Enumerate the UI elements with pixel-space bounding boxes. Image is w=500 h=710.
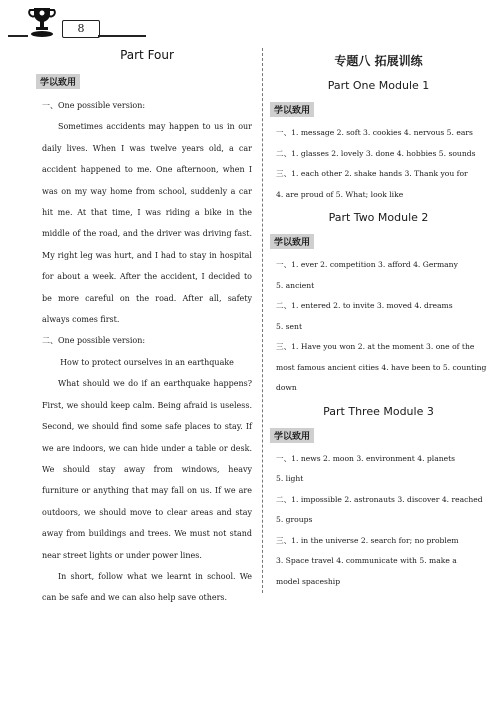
left-column xyxy=(42,48,252,609)
right-column xyxy=(274,48,487,592)
essay-paragraph-1: What should we do if an earthquake happens? First, we should keep calm. Being afraid is useless. Second, we should find some safe places to stay. If we are indoors, we can hide under a table or desk. We should stay away from windows, heavy furniture or anything that may fall on us. If we are outdoors, we should move to clear areas and stay away from buildings and trees. We must not stand near street lights or under power lines. xyxy=(42,379,252,560)
module2-title: Part Two Module 2 xyxy=(328,211,429,224)
answer-line: 三、1. Have you won 2. at the moment 3. one of the xyxy=(276,342,475,351)
header-rule-left xyxy=(8,35,28,37)
answer-line: 二、1. glasses 2. lovely 3. done 4. hobbies 5. sounds xyxy=(276,148,476,158)
answer-line: 一、1. news 2. moon 3. environment 4. planets xyxy=(276,453,456,463)
left-section-label: 学以致用 xyxy=(36,74,80,89)
answer-line: 三、1. in the universe 2. search for; no problem xyxy=(276,535,459,545)
right-section-title: 专题八 拓展训练 xyxy=(334,54,423,68)
answer-line: 5. groups xyxy=(276,515,313,524)
section1-heading: 一、One possible version: xyxy=(42,101,146,110)
module3-title: Part Three Module 3 xyxy=(323,404,434,418)
module1-title: Part One Module 1 xyxy=(327,79,430,92)
header-rule-right xyxy=(98,35,146,37)
module1-label: 学以致用 xyxy=(270,102,314,117)
answer-line: 5. light xyxy=(276,474,304,483)
module3-label: 学以致用 xyxy=(270,428,314,443)
trophy-icon xyxy=(28,4,56,38)
answer-line: 二、1. impossible 2. astronauts 3. discover 4. reached xyxy=(276,494,483,504)
answer-line: model spaceship xyxy=(276,576,341,586)
answer-line: down xyxy=(276,383,297,392)
answer-line: 二、1. entered 2. to invite 3. moved 4. dreams xyxy=(276,301,453,310)
answer-line: 3. Space travel 4. communicate with 5. make a xyxy=(276,556,457,565)
answer-line: 4. are proud of 5. What; look like xyxy=(276,189,404,199)
essay-paragraph-2: In short, follow what we learnt in school. We can be safe and we can also help save others. xyxy=(42,571,252,603)
module2-label: 学以致用 xyxy=(270,234,314,249)
left-part-title: Part Four xyxy=(120,48,174,62)
section2-heading: 二、One possible version: xyxy=(42,336,146,346)
story-paragraph: Sometimes accidents may happen to us in our daily lives. When I was twelve years old, a car accident happened to me. One afternoon, when I was on my way home from school, suddenly a car hit me. At that time, I was riding a bike in the middle of the road, and the driver was driving fast. My right leg was hurt, and I had to stay in hospital for about a week. After the accident, I decided to be more careful on the road. After all, safety always comes first. xyxy=(42,122,252,325)
answer-line: 一、1. ever 2. competition 3. afford 4. Germany xyxy=(276,260,458,269)
answer-line: most famous ancient cities 4. have been to 5. counting xyxy=(276,362,487,372)
answer-line: 5. ancient xyxy=(276,280,315,290)
page-header xyxy=(0,0,500,40)
answer-line: 一、1. message 2. soft 3. cookies 4. nervous 5. ears xyxy=(276,128,473,137)
answer-line: 5. sent xyxy=(276,321,302,331)
page-number: 8 xyxy=(62,20,100,38)
essay-title: How to protect ourselves in an earthquake xyxy=(60,357,234,367)
column-divider xyxy=(262,48,263,593)
answer-line: 三、1. each other 2. shake hands 3. Thank you for xyxy=(276,169,468,178)
